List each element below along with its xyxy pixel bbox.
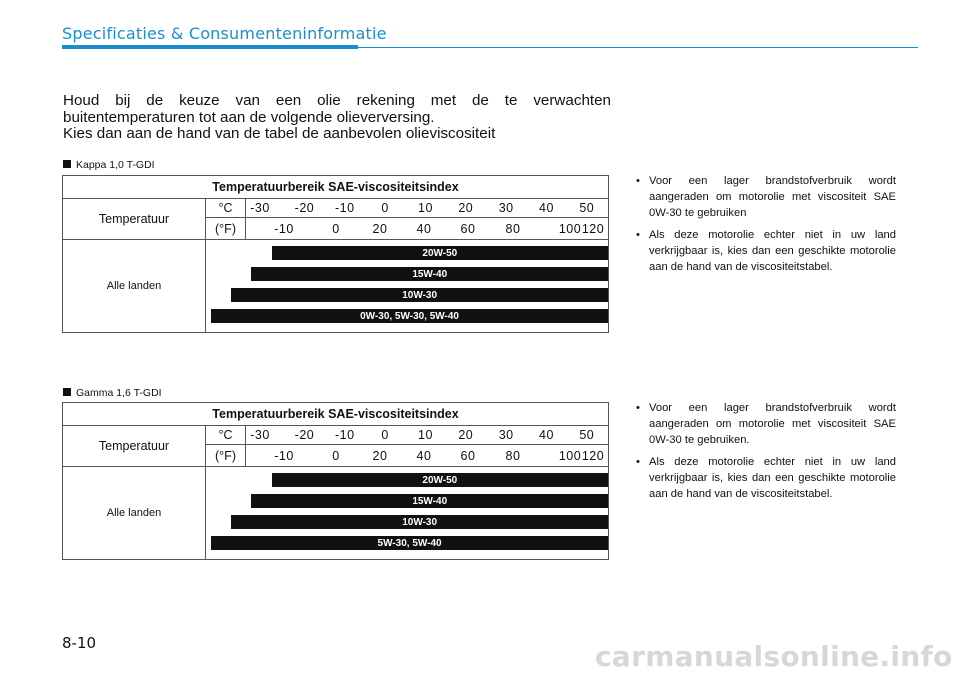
intro-line-2: buitentemperaturen tot aan de volgende olieverversing. bbox=[63, 108, 435, 126]
fahrenheit-tick-label: 0 bbox=[332, 221, 340, 236]
celsius-tick-label: -30 bbox=[250, 201, 270, 215]
intro-line-3: Kies dan aan de hand van de tabel de aanbevolen olieviscositeit bbox=[63, 125, 496, 142]
fahrenheit-tick-label: 60 bbox=[460, 221, 476, 236]
fahrenheit-scale bbox=[246, 218, 609, 239]
celsius-tick-label: 50 bbox=[579, 201, 595, 215]
celsius-tick-label: -30 bbox=[250, 428, 270, 442]
section-header-title: Specificaties & Consumenteninformatie bbox=[62, 24, 387, 43]
celsius-tick-label: 0 bbox=[381, 201, 389, 215]
fahrenheit-tick-label: 0 bbox=[332, 448, 340, 463]
engine-label-text: Kappa 1,0 T-GDI bbox=[76, 159, 155, 171]
square-bullet-icon bbox=[63, 160, 71, 168]
viscosity-grade-bar: 20W-50 bbox=[272, 246, 608, 260]
viscosity-grade-bar: 15W-40 bbox=[251, 267, 608, 281]
celsius-tick-label: 40 bbox=[539, 201, 554, 215]
watermark-logo: carmanualsonline.info bbox=[595, 640, 953, 673]
square-bullet-icon bbox=[63, 388, 71, 396]
viscosity-grade-bar: 10W-30 bbox=[231, 515, 608, 529]
temperature-row bbox=[63, 426, 608, 467]
celsius-tick-label: 20 bbox=[458, 428, 474, 442]
celsius-tick-label: 30 bbox=[498, 428, 514, 442]
fahrenheit-tick-label: 20 bbox=[372, 448, 388, 463]
notes-gamma bbox=[636, 400, 896, 507]
celsius-tick-label: 50 bbox=[579, 428, 595, 442]
temperature-label: Temperatuur bbox=[63, 199, 206, 239]
region-label: Alle landen bbox=[63, 467, 206, 559]
celsius-tick-label: -20 bbox=[294, 201, 315, 215]
viscosity-grade-bar: 10W-30 bbox=[231, 288, 608, 302]
section-header-rule-thick bbox=[62, 45, 358, 49]
grades-body bbox=[63, 467, 608, 559]
celsius-tick-label: 20 bbox=[458, 201, 474, 215]
notes-kappa bbox=[636, 173, 896, 280]
table-header: Temperatuurbereik SAE-viscositeitsindex bbox=[63, 403, 608, 426]
note-item: • Voor een lager brandstofverbruik wordt aangeraden om motorolie met viscositeit SAE 0W-30 te gebruiken bbox=[636, 173, 896, 222]
fahrenheit-tick-label: 20 bbox=[372, 221, 388, 236]
intro-text bbox=[63, 93, 611, 143]
fahrenheit-scale bbox=[246, 445, 609, 466]
fahrenheit-tick-label: 40 bbox=[416, 448, 432, 463]
temperature-label: Temperatuur bbox=[63, 426, 206, 466]
celsius-tick-label: -10 bbox=[335, 428, 355, 442]
celsius-tick-label: 10 bbox=[418, 201, 433, 215]
unit-fahrenheit: (°F) bbox=[206, 445, 246, 466]
fahrenheit-tick-label: -10 bbox=[274, 448, 294, 463]
viscosity-grade-bar: 20W-50 bbox=[272, 473, 608, 487]
intro-line-1: Houd bij de keuze van een olie rekening met de te verwachten bbox=[63, 92, 611, 109]
viscosity-grade-bar: 5W-30, 5W-40 bbox=[211, 536, 608, 550]
viscosity-grade-bar: 15W-40 bbox=[251, 494, 608, 508]
fahrenheit-tick-label: 100 bbox=[558, 448, 582, 463]
unit-celsius: °C bbox=[206, 426, 246, 445]
fahrenheit-tick-label: 80 bbox=[505, 221, 521, 236]
fahrenheit-tick-label: 80 bbox=[505, 448, 521, 463]
viscosity-table-kappa bbox=[62, 175, 609, 333]
grades-body bbox=[63, 240, 608, 332]
engine-label-text: Gamma 1,6 T-GDI bbox=[76, 387, 162, 399]
celsius-tick-label: 10 bbox=[418, 428, 433, 442]
region-label: Alle landen bbox=[63, 240, 206, 332]
fahrenheit-tick-label: 60 bbox=[460, 448, 476, 463]
fahrenheit-tick-label: -10 bbox=[274, 221, 294, 236]
celsius-tick-label: -10 bbox=[335, 201, 355, 215]
temperature-row bbox=[63, 199, 608, 240]
note-item: • Voor een lager brandstofverbruik wordt aangeraden om motorolie met viscositeit SAE 0W-30 te gebruiken. bbox=[636, 400, 896, 449]
celsius-tick-label: 30 bbox=[498, 201, 514, 215]
fahrenheit-tick-label: 120 bbox=[581, 448, 605, 463]
table-header: Temperatuurbereik SAE-viscositeitsindex bbox=[63, 176, 608, 199]
page-number: 8-10 bbox=[62, 634, 97, 652]
celsius-tick-label: 0 bbox=[381, 428, 389, 442]
celsius-scale bbox=[246, 199, 609, 218]
unit-celsius: °C bbox=[206, 199, 246, 218]
engine-label-gamma bbox=[63, 387, 162, 399]
celsius-tick-label: 40 bbox=[539, 428, 554, 442]
section-header-rule-thin bbox=[358, 47, 918, 48]
celsius-scale bbox=[246, 426, 609, 445]
unit-fahrenheit: (°F) bbox=[206, 218, 246, 239]
viscosity-table-gamma bbox=[62, 402, 609, 560]
viscosity-grade-bar: 0W-30, 5W-30, 5W-40 bbox=[211, 309, 608, 323]
fahrenheit-tick-label: 100 bbox=[558, 221, 582, 236]
engine-label-kappa bbox=[63, 159, 155, 171]
fahrenheit-tick-label: 120 bbox=[581, 221, 605, 236]
fahrenheit-tick-label: 40 bbox=[416, 221, 432, 236]
note-item: • Als deze motorolie echter niet in uw land verkrijgbaar is, kies dan een geschikte motorolie aan de hand van de viscositeitstabel. bbox=[636, 454, 896, 503]
note-item: • Als deze motorolie echter niet in uw land verkrijgbaar is, kies dan een geschikte motorolie aan de hand van de viscositeitstabel. bbox=[636, 227, 896, 276]
celsius-tick-label: -20 bbox=[294, 428, 315, 442]
